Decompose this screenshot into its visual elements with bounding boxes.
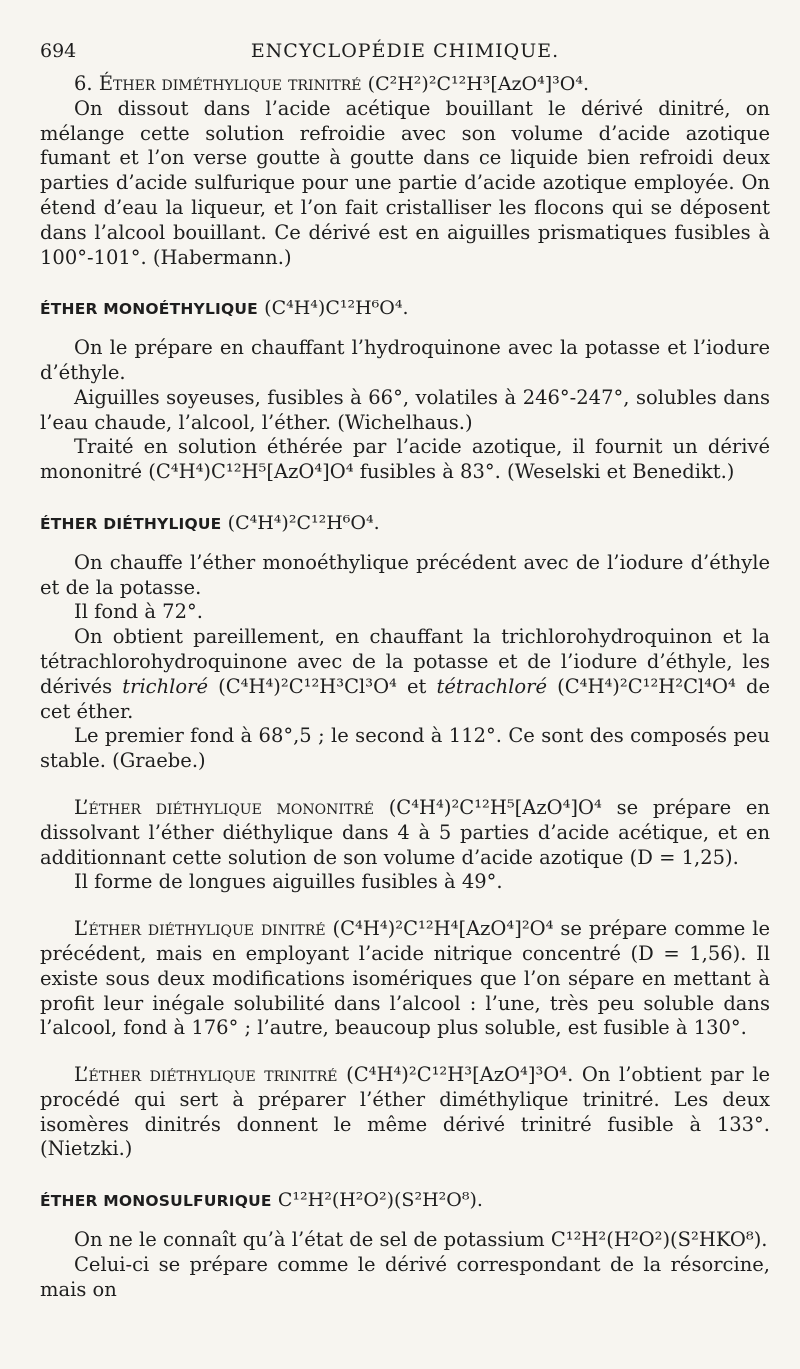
- monoethyl-paragraph-1: On le prépare en chauffant l’hydroquinone avec la potasse et l’iodure d’éthyle.: [40, 336, 770, 384]
- diethyl-p3-formula-2: (C⁴H⁴)²C¹²H²Cl⁴O⁴ de cet éther.: [40, 674, 771, 723]
- diethyl-paragraph-3: [40, 625, 770, 724]
- page-number: 694: [40, 40, 77, 62]
- diethyl-p3-trichlore: trichloré: [122, 674, 208, 698]
- running-title: ENCYCLOPÉDIE CHIMIQUE.: [250, 40, 560, 62]
- monosulfurique-formula: C¹²H²(H²O²)(S²H²O⁸).: [277, 1189, 483, 1212]
- monoethyl-heading: [40, 296, 770, 322]
- monoethyl-paragraph-3: Traité en solution éthérée par l’acide azotique, il fournit un dérivé mononitré (C⁴H⁴)C¹²H⁵[AzO⁴]O⁴ fusibles à 83°. (Weselski et Benedikt.): [40, 435, 770, 484]
- diethyl-p3-text-a: On obtient pareillement, en chauffant la trichlorohydroquinon et la tétrachlorohydroquinone avec de la potasse et de l’iodure d’éthyle, les dérivés: [40, 625, 770, 698]
- mononitre-lead: L’éther diéthylique mononitré: [74, 795, 374, 819]
- section-6-title: Éther diméthylique trinitré: [98, 72, 362, 95]
- monosulfurique-heading: [40, 1188, 770, 1214]
- section-6-paragraph: On dissout dans l’acide acétique bouillant le dérivé dinitré, on mélange cette solution refroidie avec son volume d’acide azotique fumant et l’on verse goutte à goutte dans ce liquide bien refroidi deux parties d’acide sulfurique pour une partie d’acide azotique employée. On étend d’eau la liqueur, et l’on fait cristalliser les flocons qui se déposent dans l’alcool bouillant. Ce dérivé est en aiguilles prismatiques fusibles à 100°-101°. (Habermann.): [40, 96, 770, 269]
- trinitre-paragraph: [40, 1063, 770, 1162]
- dinitre-lead: L’éther diéthylique dinitré: [74, 917, 326, 941]
- monosulfurique-paragraph-1: On ne le connaît qu’à l’état de sel de potassium C¹²H²(H²O²)(S²HKO⁸).: [74, 1228, 768, 1252]
- monosulfurique-title: ÉTHER MONOSULFURIQUE: [40, 1192, 272, 1211]
- section-6-heading: [40, 72, 770, 97]
- diethyl-heading: [40, 511, 770, 537]
- monosulfurique-paragraph-2: Celui-ci se prépare comme le dérivé correspondant de la résorcine, mais on: [40, 1252, 770, 1301]
- dinitre-paragraph: [40, 917, 770, 1041]
- diethyl-title: ÉTHER DIÉTHYLIQUE: [40, 514, 222, 533]
- diethyl-p3-tetrachlore: tétrachloré: [436, 674, 547, 698]
- monoethyl-title: ÉTHER MONOÉTHYLIQUE: [40, 300, 258, 319]
- monoethyl-formula: (C⁴H⁴)C¹²H⁶O⁴.: [264, 297, 409, 320]
- diethyl-paragraph-4: Le premier fond à 68°,5 ; le second à 112°. Ce sont des composés peu stable. (Graebe.): [40, 724, 770, 773]
- running-head: [40, 40, 770, 72]
- dinitre-text: (C⁴H⁴)²C¹²H⁴[AzO⁴]²O⁴ se prépare comme le précédent, mais en employant l’acide nitrique concentré (D = 1,56). Il existe sous deux modifications isomériques que l’on sépare en mettant à profit leur inégale solubilité dans l’alcool : l’une, très peu soluble dans l’alcool, fond à 176° ; l’autre, beaucoup plus soluble, est fusible à 130°.: [40, 917, 770, 1040]
- section-6-formula: (C²H²)²C¹²H³[AzO⁴]³O⁴.: [367, 73, 590, 95]
- diethyl-formula: (C⁴H⁴)²C¹²H⁶O⁴.: [227, 511, 380, 534]
- trinitre-lead: L’éther diéthylique trinitré: [74, 1063, 338, 1087]
- diethyl-paragraph-1: On chauffe l’éther monoéthylique précédent avec de l’iodure d’éthyle et de la potasse.: [40, 550, 770, 599]
- trinitre-text: (C⁴H⁴)²C¹²H³[AzO⁴]³O⁴. On l’obtient par le procédé qui sert à préparer l’éther diméthylique trinitré. Les deux isomères dinitrés donnent le même dérivé trinitré fusible à 133°. (Nietzki.): [40, 1063, 770, 1161]
- mononitre-paragraph-2: Il forme de longues aiguilles fusibles à 49°.: [74, 870, 503, 894]
- mononitre-paragraph: [40, 796, 770, 870]
- diethyl-p3-formula-1: (C⁴H⁴)²C¹²H³Cl³O⁴ et: [208, 674, 437, 698]
- mononitre-text: (C⁴H⁴)²C¹²H⁵[AzO⁴]O⁴ se prépare en dissolvant l’éther diéthylique dans 4 à 5 parties d’acide acétique, et en additionnant cette solution de son volume d’acide azotique (D = 1,25).: [40, 795, 770, 869]
- monoethyl-paragraph-2: Aiguilles soyeuses, fusibles à 66°, volatiles à 246°-247°, solubles dans l’eau chaude, l’alcool, l’éther. (Wichelhaus.): [40, 385, 770, 434]
- section-6-number: 6.: [74, 72, 93, 95]
- diethyl-paragraph-2: Il fond à 72°.: [74, 600, 203, 624]
